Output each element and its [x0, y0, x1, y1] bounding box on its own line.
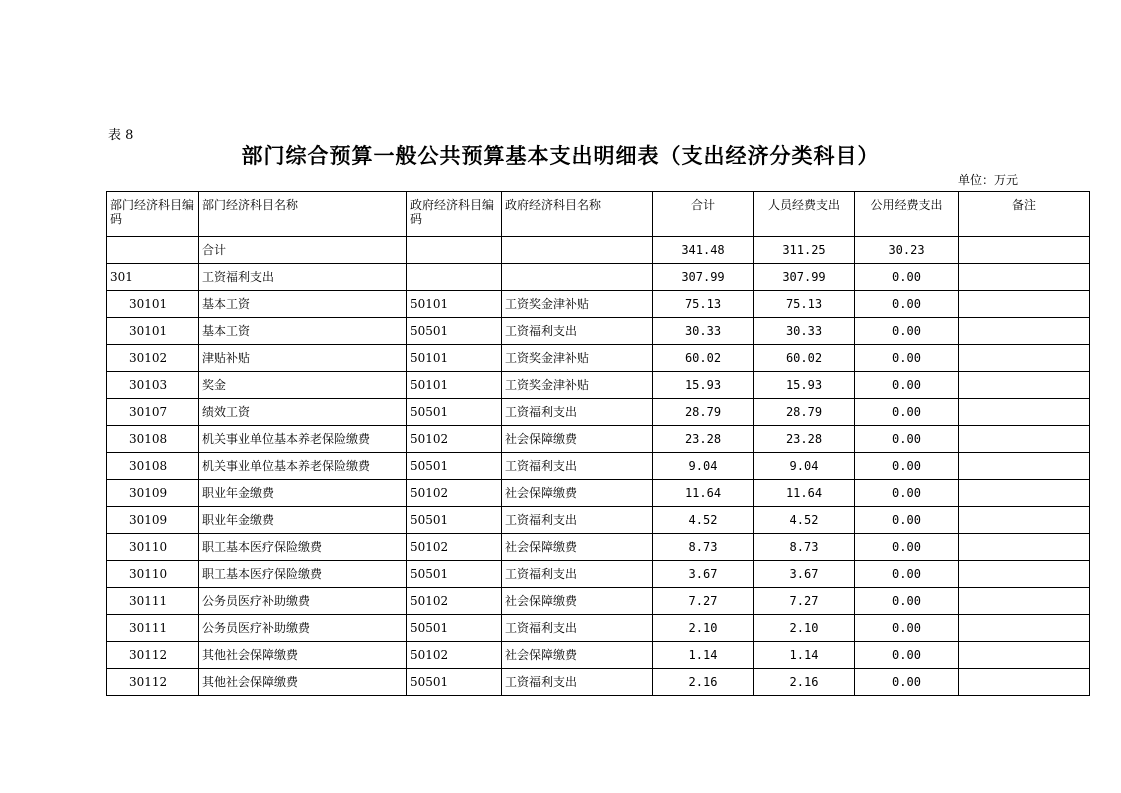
cell-dept-code: 301: [107, 264, 199, 291]
cell-public: 0.00: [855, 318, 959, 345]
cell-personnel: 3.67: [754, 561, 855, 588]
cell-gov-code: 50501: [407, 399, 502, 426]
cell-gov-name: 工资福利支出: [502, 399, 653, 426]
cell-gov-code: 50501: [407, 507, 502, 534]
cell-dept-code: 30108: [107, 453, 199, 480]
cell-gov-name: 工资福利支出: [502, 615, 653, 642]
cell-public: 0.00: [855, 480, 959, 507]
cell-personnel: 1.14: [754, 642, 855, 669]
cell-remark: [959, 669, 1090, 696]
cell-personnel: 60.02: [754, 345, 855, 372]
cell-dept-name: 机关事业单位基本养老保险缴费: [199, 426, 407, 453]
cell-gov-code: 50102: [407, 642, 502, 669]
cell-public: 0.00: [855, 615, 959, 642]
cell-gov-name: 社会保障缴费: [502, 534, 653, 561]
cell-personnel: 8.73: [754, 534, 855, 561]
cell-total: 11.64: [653, 480, 754, 507]
cell-remark: [959, 480, 1090, 507]
cell-dept-name: 其他社会保障缴费: [199, 669, 407, 696]
cell-total: 4.52: [653, 507, 754, 534]
cell-gov-name: 社会保障缴费: [502, 642, 653, 669]
header-dept-name: 部门经济科目名称: [199, 192, 407, 237]
cell-gov-name: 工资福利支出: [502, 561, 653, 588]
header-dept-code: 部门经济科目编码: [107, 192, 199, 237]
cell-dept-name: 津贴补贴: [199, 345, 407, 372]
cell-public: 0.00: [855, 561, 959, 588]
cell-public: 0.00: [855, 642, 959, 669]
cell-dept-code: 30103: [107, 372, 199, 399]
cell-gov-name: 工资福利支出: [502, 318, 653, 345]
cell-dept-code: 30107: [107, 399, 199, 426]
cell-dept-name: 职工基本医疗保险缴费: [199, 561, 407, 588]
cell-dept-code: 30101: [107, 291, 199, 318]
budget-table: [106, 191, 1090, 696]
cell-personnel: 9.04: [754, 453, 855, 480]
cell-public: 0.00: [855, 669, 959, 696]
cell-personnel: 4.52: [754, 507, 855, 534]
cell-total: 75.13: [653, 291, 754, 318]
cell-gov-code: 50102: [407, 426, 502, 453]
cell-total: 15.93: [653, 372, 754, 399]
cell-gov-code: 50102: [407, 588, 502, 615]
cell-public: 0.00: [855, 372, 959, 399]
cell-gov-code: 50101: [407, 291, 502, 318]
cell-total: 60.02: [653, 345, 754, 372]
cell-dept-name: 职业年金缴费: [199, 507, 407, 534]
cell-dept-name: 基本工资: [199, 318, 407, 345]
table-row: [107, 399, 1090, 426]
cell-dept-name: 公务员医疗补助缴费: [199, 615, 407, 642]
cell-dept-code: 30111: [107, 588, 199, 615]
page-title: 部门综合预算一般公共预算基本支出明细表（支出经济分类科目）: [241, 144, 880, 168]
cell-dept-code: [107, 237, 199, 264]
cell-dept-name: 工资福利支出: [199, 264, 407, 291]
cell-total: 307.99: [653, 264, 754, 291]
cell-personnel: 28.79: [754, 399, 855, 426]
cell-remark: [959, 642, 1090, 669]
table-row: [107, 642, 1090, 669]
cell-gov-name: 社会保障缴费: [502, 588, 653, 615]
header-gov-code: 政府经济科目编码: [407, 192, 502, 237]
table-row: [107, 588, 1090, 615]
cell-remark: [959, 615, 1090, 642]
cell-personnel: 75.13: [754, 291, 855, 318]
table-row: [107, 561, 1090, 588]
cell-remark: [959, 318, 1090, 345]
cell-gov-code: 50501: [407, 561, 502, 588]
cell-dept-code: 30112: [107, 642, 199, 669]
cell-dept-code: 30111: [107, 615, 199, 642]
cell-public: 0.00: [855, 264, 959, 291]
table-row: [107, 480, 1090, 507]
cell-gov-name: 工资福利支出: [502, 453, 653, 480]
cell-personnel: 30.33: [754, 318, 855, 345]
header-remark: 备注: [959, 192, 1090, 237]
cell-gov-name: [502, 237, 653, 264]
cell-dept-name: 合计: [199, 237, 407, 264]
table-row: [107, 345, 1090, 372]
header-personnel: 人员经费支出: [754, 192, 855, 237]
cell-public: 0.00: [855, 507, 959, 534]
cell-dept-name: 奖金: [199, 372, 407, 399]
cell-remark: [959, 507, 1090, 534]
cell-gov-code: 50101: [407, 345, 502, 372]
cell-remark: [959, 453, 1090, 480]
cell-remark: [959, 561, 1090, 588]
cell-total: 1.14: [653, 642, 754, 669]
cell-gov-code: 50101: [407, 372, 502, 399]
cell-personnel: 23.28: [754, 426, 855, 453]
cell-dept-code: 30102: [107, 345, 199, 372]
header-total: 合计: [653, 192, 754, 237]
cell-remark: [959, 372, 1090, 399]
cell-dept-name: 公务员医疗补助缴费: [199, 588, 407, 615]
cell-gov-code: 50501: [407, 615, 502, 642]
cell-gov-code: [407, 264, 502, 291]
cell-gov-code: 50501: [407, 669, 502, 696]
cell-public: 0.00: [855, 588, 959, 615]
cell-gov-code: 50102: [407, 480, 502, 507]
cell-total: 341.48: [653, 237, 754, 264]
cell-dept-code: 30112: [107, 669, 199, 696]
table-number-label: 表 8: [108, 128, 134, 143]
cell-gov-code: 50501: [407, 453, 502, 480]
cell-total: 9.04: [653, 453, 754, 480]
table-row: [107, 453, 1090, 480]
cell-dept-code: 30110: [107, 534, 199, 561]
cell-personnel: 2.10: [754, 615, 855, 642]
cell-public: 0.00: [855, 426, 959, 453]
cell-gov-name: 社会保障缴费: [502, 480, 653, 507]
table-row: [107, 237, 1090, 264]
table-header-row: [107, 192, 1090, 237]
cell-public: 0.00: [855, 345, 959, 372]
cell-remark: [959, 588, 1090, 615]
cell-dept-code: 30108: [107, 426, 199, 453]
cell-gov-code: 50102: [407, 534, 502, 561]
table-row: [107, 264, 1090, 291]
cell-gov-name: 工资奖金津补贴: [502, 372, 653, 399]
cell-gov-name: 工资福利支出: [502, 507, 653, 534]
cell-total: 7.27: [653, 588, 754, 615]
cell-total: 30.33: [653, 318, 754, 345]
cell-total: 8.73: [653, 534, 754, 561]
cell-public: 0.00: [855, 534, 959, 561]
table-row: [107, 534, 1090, 561]
cell-gov-code: 50501: [407, 318, 502, 345]
cell-dept-name: 绩效工资: [199, 399, 407, 426]
table-body: [107, 237, 1090, 696]
cell-remark: [959, 534, 1090, 561]
cell-personnel: 7.27: [754, 588, 855, 615]
cell-remark: [959, 264, 1090, 291]
cell-personnel: 311.25: [754, 237, 855, 264]
cell-gov-code: [407, 237, 502, 264]
cell-public: 0.00: [855, 291, 959, 318]
cell-gov-name: 工资奖金津补贴: [502, 345, 653, 372]
header-public: 公用经费支出: [855, 192, 959, 237]
cell-dept-name: 其他社会保障缴费: [199, 642, 407, 669]
cell-dept-name: 机关事业单位基本养老保险缴费: [199, 453, 407, 480]
cell-remark: [959, 426, 1090, 453]
cell-personnel: 307.99: [754, 264, 855, 291]
table-row: [107, 669, 1090, 696]
cell-remark: [959, 345, 1090, 372]
table-row: [107, 615, 1090, 642]
cell-remark: [959, 399, 1090, 426]
cell-dept-code: 30110: [107, 561, 199, 588]
cell-total: 23.28: [653, 426, 754, 453]
header-gov-name: 政府经济科目名称: [502, 192, 653, 237]
table-row: [107, 291, 1090, 318]
cell-remark: [959, 237, 1090, 264]
cell-dept-code: 30109: [107, 480, 199, 507]
cell-personnel: 15.93: [754, 372, 855, 399]
cell-dept-code: 30101: [107, 318, 199, 345]
cell-total: 3.67: [653, 561, 754, 588]
cell-total: 28.79: [653, 399, 754, 426]
cell-dept-name: 基本工资: [199, 291, 407, 318]
cell-dept-name: 职工基本医疗保险缴费: [199, 534, 407, 561]
cell-public: 0.00: [855, 399, 959, 426]
cell-remark: [959, 291, 1090, 318]
table-row: [107, 507, 1090, 534]
table-row: [107, 372, 1090, 399]
cell-gov-name: 工资福利支出: [502, 669, 653, 696]
cell-public: 30.23: [855, 237, 959, 264]
cell-gov-name: [502, 264, 653, 291]
cell-dept-name: 职业年金缴费: [199, 480, 407, 507]
cell-total: 2.16: [653, 669, 754, 696]
cell-gov-name: 社会保障缴费: [502, 426, 653, 453]
cell-gov-name: 工资奖金津补贴: [502, 291, 653, 318]
unit-label: 单位：万元: [957, 173, 1018, 187]
cell-personnel: 11.64: [754, 480, 855, 507]
cell-public: 0.00: [855, 453, 959, 480]
table-row: [107, 318, 1090, 345]
table-row: [107, 426, 1090, 453]
cell-total: 2.10: [653, 615, 754, 642]
cell-personnel: 2.16: [754, 669, 855, 696]
cell-dept-code: 30109: [107, 507, 199, 534]
